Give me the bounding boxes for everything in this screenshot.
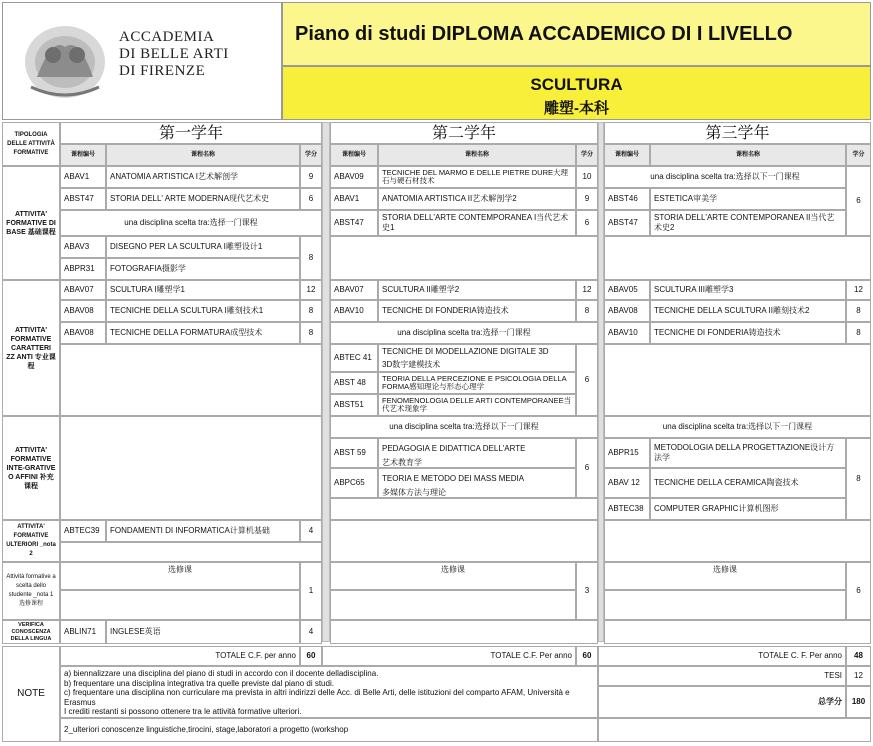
course-name: STORIA DELL'ARTE CONTEMPORANEA II当代艺术史2 (650, 210, 846, 236)
course-name: ANATOMIA ARTISTICA II艺术解剖学2 (378, 188, 576, 210)
course-code: ABST47 (60, 188, 106, 210)
category-ulteriori: ATTIVITA' FORMATIVE ULTERIORI _nota 2 (2, 520, 60, 562)
elective-label: 选修课 (604, 562, 846, 590)
course-code: ABTEC39 (60, 520, 106, 542)
course-code: ABST47 (330, 210, 378, 236)
course-code: ABAV05 (604, 280, 650, 300)
course-code: ABAV09 (330, 166, 378, 188)
tesi-label: TESI (598, 666, 846, 686)
course-name: TECNICHE DI FONDERIA铸造技术 (650, 322, 846, 344)
note-2: 2_ulteriori conoscenze linguistiche,tirocini, stage,laboratori a progetto (workshop (60, 718, 598, 742)
credits-header: 学分 (300, 144, 322, 166)
course-name: FONDAMENTI DI INFORMATICA计算机基础 (106, 520, 300, 542)
course-name: TEORIA E METODO DEI MASS MEDIA 多媒体方法与理论 (378, 468, 576, 498)
course-name: FENOMENOLOGIA DELLE ARTI CONTEMPORANEE当代艺术现象学 (378, 394, 576, 416)
course-name: COMPUTER GRAPHIC计算机图形 (650, 498, 846, 520)
course-name: TECNICHE DELLA FORMATURA成型技术 (106, 322, 300, 344)
course-credits: 8 (300, 322, 322, 344)
course-name: STORIA DELL'ARTE CONTEMPORANEA I当代艺术史1 (378, 210, 576, 236)
category-lingua: VERIFICA CONOSCENZA DELLA LINGUA (2, 620, 60, 644)
course-credits: 4 (300, 620, 322, 644)
empty-cell (330, 498, 598, 520)
grand-total-label: 总学分 (598, 686, 846, 718)
empty-cell (60, 590, 300, 620)
course-credits: 6 (846, 166, 871, 236)
course-credits: 6 (576, 438, 598, 498)
course-name: SCULTURA III雕塑学3 (650, 280, 846, 300)
course-code: ABAV10 (604, 322, 650, 344)
notes-label: NOTE (2, 646, 60, 742)
total-label: TOTALE C.F. Per anno (322, 646, 576, 666)
total-credits: 48 (846, 646, 871, 666)
course-code: ABPR31 (60, 258, 106, 280)
program-name: SCULTURA (530, 75, 623, 94)
total-label: TOTALE C.F. per anno (60, 646, 300, 666)
course-code: ABTEC38 (604, 498, 650, 520)
code-header: 课程编号 (330, 144, 378, 166)
course-code: ABAV08 (60, 300, 106, 322)
empty-cell (604, 236, 871, 280)
name-header: 课程名称 (378, 144, 576, 166)
name-header: 课程名称 (106, 144, 300, 166)
empty-cell (604, 520, 871, 562)
choice-note: una disciplina scelta tra:选择以下一门课程 (330, 416, 598, 438)
empty-cell (330, 620, 598, 644)
total-label: TOTALE C. F. Per anno (598, 646, 846, 666)
course-name: SCULTURA II雕塑学2 (378, 280, 576, 300)
course-name: METODOLOGIA DELLA PROGETTAZIONE设计方法学 (650, 438, 846, 468)
column-divider (322, 122, 330, 642)
total-credits: 60 (300, 646, 322, 666)
course-credits: 12 (300, 280, 322, 300)
course-credits: 9 (300, 166, 322, 188)
course-code: ABAV 12 (604, 468, 650, 498)
code-header: 课程编号 (604, 144, 650, 166)
elective-label: 选修课 (330, 562, 576, 590)
course-credits: 4 (300, 520, 322, 542)
course-code: ABAV1 (60, 166, 106, 188)
academy-logo-block (2, 2, 282, 120)
subtitle-block (282, 66, 871, 120)
empty-cell (598, 718, 871, 742)
choice-note: una disciplina scelta tra:选择一门课程 (330, 322, 598, 344)
course-code: ABAV10 (330, 300, 378, 322)
course-name: TECNICHE DELLA CERAMICA陶瓷技术 (650, 468, 846, 498)
course-name: DISEGNO PER LA SCULTURA I雕塑设计1 (106, 236, 300, 258)
course-code: ABAV08 (604, 300, 650, 322)
year1-header: 第一学年 (60, 122, 322, 144)
program-name-cn: 雕塑-本科 (544, 100, 609, 117)
empty-cell (60, 344, 322, 416)
course-code: ABLIN71 (60, 620, 106, 644)
note-c: c) frequentare una disciplina non curriculare ma prevista in altri indirizzi delle Acc. di Belle Arti, delle istituzioni del comparto AFAM, Università e Erasmus (64, 688, 570, 707)
total-credits: 60 (576, 646, 598, 666)
course-code: ABPR15 (604, 438, 650, 468)
code-header: 课程编号 (60, 144, 106, 166)
grand-total-credits: 180 (846, 686, 871, 718)
course-name: SCULTURA I雕塑学1 (106, 280, 300, 300)
name-header: 课程名称 (650, 144, 846, 166)
tesi-credits: 12 (846, 666, 871, 686)
course-credits: 9 (576, 188, 598, 210)
elective-label: 选修课 (60, 562, 300, 590)
note-b: b) frequentare una disciplina integrativa tra quelle previste dal piano di studi. (64, 678, 334, 688)
credits-header: 学分 (576, 144, 598, 166)
course-credits: 8 (576, 300, 598, 322)
choice-note: una disciplina scelta tra:选择以下一门课程 (604, 416, 871, 438)
choice-note: una disciplina scelta tra:选择以下一门课程 (604, 166, 846, 188)
course-code: ABAV07 (330, 280, 378, 300)
note-a: a) biennalizzare una disciplina del piano di studi in accordo con il docente delladisciplina. (64, 669, 379, 678)
course-name: TECNICHE DELLA SCULTURA I雕刻技术1 (106, 300, 300, 322)
course-code: ABST46 (604, 188, 650, 210)
empty-cell (60, 542, 322, 562)
page-title-block (282, 2, 871, 66)
elective-credits: 6 (846, 562, 871, 620)
elective-credits: 3 (576, 562, 598, 620)
course-code: ABAV08 (60, 322, 106, 344)
empty-cell (330, 520, 598, 562)
course-credits: 8 (846, 300, 871, 322)
course-code: ABAV07 (60, 280, 106, 300)
course-credits: 12 (576, 280, 598, 300)
course-name: TECNICHE DEL MARMO E DELLE PIETRE DURE大理石与硬石材技术 (378, 166, 576, 188)
course-name: FOTOGRAFIA摄影学 (106, 258, 300, 280)
course-credits: 10 (576, 166, 598, 188)
course-code: ABAV1 (330, 188, 378, 210)
page-title: Piano di studi DIPLOMA ACCADEMICO DI I LIVELLO (295, 23, 793, 45)
note-d: I crediti restanti si possono ottenere tra le attività formative ulteriori. (64, 707, 302, 716)
course-name: STORIA DELL' ARTE MODERNA现代艺术史 (106, 188, 300, 210)
notes-block (60, 666, 598, 718)
course-name: TECNICHE DI FONDERIA铸造技术 (378, 300, 576, 322)
choice-note: una disciplina scelta tra:选择一门课程 (60, 210, 322, 236)
credits-header: 学分 (846, 144, 871, 166)
course-code: ABTEC 41 (330, 344, 378, 372)
academy-name: ACCADEMIA DI BELLE ARTI DI FIRENZE (119, 29, 229, 79)
course-name: TECNICHE DELLA SCULTURA II雕刻技术2 (650, 300, 846, 322)
course-credits: 8 (300, 300, 322, 322)
course-code: ABST 48 (330, 372, 378, 394)
empty-cell (330, 590, 576, 620)
course-credits: 8 (300, 236, 322, 280)
academy-emblem-icon (17, 17, 113, 107)
course-credits: 8 (846, 438, 871, 520)
course-code: ABST47 (604, 210, 650, 236)
course-name: TECNICHE DI MODELLAZIONE DIGITALE 3D 3D数字建模技术 (378, 344, 576, 372)
category-caratterizzanti: ATTIVITA' FORMATIVE CARATTERI ZZ ANTI 专业课程 (2, 280, 60, 416)
course-name: INGLESE英语 (106, 620, 300, 644)
empty-cell (330, 236, 598, 280)
course-code: ABST51 (330, 394, 378, 416)
empty-cell (604, 620, 871, 644)
course-credits: 6 (576, 210, 598, 236)
category-integrative: ATTIVITA' FORMATIVE INTE-GRATIVE O AFFINI 补充课程 (2, 416, 60, 520)
empty-cell (60, 416, 322, 520)
year3-header: 第三学年 (604, 122, 871, 144)
course-credits: 6 (576, 344, 598, 416)
course-name: PEDAGOGIA E DIDATTICA DELL'ARTE 艺术教育学 (378, 438, 576, 468)
course-name: ANATOMIA ARTISTICA I艺术解剖学 (106, 166, 300, 188)
category-base: ATTIVITA' FORMATIVE DI BASE 基础课程 (2, 166, 60, 280)
empty-cell (604, 344, 871, 416)
tipologia-header: TIPOLOGIA DELLE ATTIVITÀ FORMATIVE (2, 122, 60, 166)
course-credits: 6 (300, 188, 322, 210)
course-credits: 12 (846, 280, 871, 300)
category-scelta: Attività formative a scelta dello studente _nota 1 选修课程 (2, 562, 60, 620)
course-name: ESTETICA审美学 (650, 188, 846, 210)
course-credits: 8 (846, 322, 871, 344)
elective-credits: 1 (300, 562, 322, 620)
year2-header: 第二学年 (330, 122, 598, 144)
course-code: ABST 59 (330, 438, 378, 468)
empty-cell (604, 590, 846, 620)
course-code: ABPC65 (330, 468, 378, 498)
course-code: ABAV3 (60, 236, 106, 258)
course-name: TEORIA DELLA PERCEZIONE E PSICOLOGIA DELLA FORMA感知理论与形态心理学 (378, 372, 576, 394)
